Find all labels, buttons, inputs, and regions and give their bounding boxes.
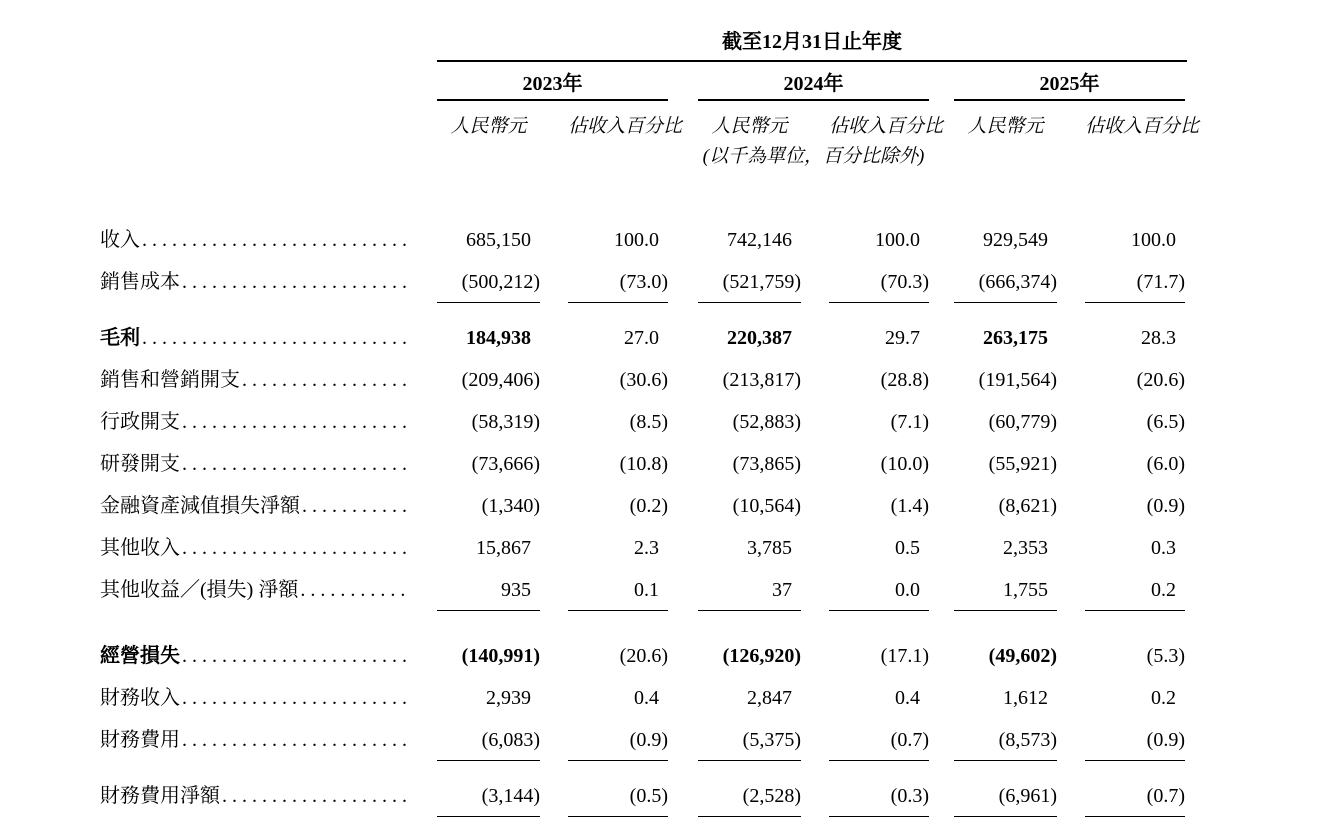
- cells-2025: [954, 443, 1185, 485]
- table-row-selling-marketing-expenses: [100, 359, 1190, 401]
- percent-cell: 29.7: [885, 327, 920, 349]
- row-label: 銷售成本: [100, 271, 180, 293]
- row-label: 其他收益／(損失) 淨額: [100, 579, 299, 601]
- value-cell: (1,340): [481, 495, 540, 517]
- value-cell: (10,564): [732, 495, 801, 517]
- row-label-cell: [100, 485, 437, 527]
- cells-2023: [437, 401, 668, 443]
- percent-cell: (73.0): [568, 261, 668, 303]
- value-cell: (6,961): [954, 775, 1057, 817]
- row-label-cell: [100, 527, 437, 569]
- value-cell: (73,666): [471, 453, 540, 475]
- dot-leader: [300, 569, 407, 611]
- percent-cell: 100.0: [875, 229, 920, 251]
- dot-leader: [182, 443, 407, 485]
- cells-2025: [954, 317, 1185, 359]
- value-cell: 1,755: [954, 569, 1057, 611]
- cells-2023: [437, 569, 668, 611]
- value-cell: 1,612: [1003, 687, 1048, 709]
- row-label-cell: [100, 317, 437, 359]
- value-cell: 2,847: [747, 687, 792, 709]
- year-header-2025: 2025年: [954, 72, 1185, 101]
- dot-leader: [142, 219, 407, 261]
- table-row-impairment-losses: [100, 485, 1190, 527]
- table-row-cost-of-sales: [100, 261, 1190, 303]
- percent-cell: (20.6): [1136, 369, 1185, 391]
- rmb-column-header: 人民幣元: [967, 116, 1044, 137]
- cells-2024: [698, 359, 929, 401]
- percent-cell: (0.9): [1085, 719, 1185, 761]
- dot-leader: [182, 719, 407, 761]
- dot-leader: [242, 359, 407, 401]
- cells-2024: [698, 261, 929, 303]
- row-label: 財務費用淨額: [100, 785, 220, 807]
- cells-2023: [437, 635, 668, 677]
- cells-2025: [954, 261, 1185, 303]
- dot-leader: [182, 261, 407, 303]
- header-top-rule: [437, 60, 1187, 62]
- value-cell: 935: [437, 569, 540, 611]
- value-cell: 2,939: [486, 687, 531, 709]
- cells-2023: [437, 317, 668, 359]
- cells-2023: [437, 443, 668, 485]
- cells-2024: [698, 635, 929, 677]
- cells-2025: [954, 359, 1185, 401]
- column-headers-2024: [698, 115, 944, 139]
- row-label: 其他收入: [100, 537, 180, 559]
- value-cell: (666,374): [954, 261, 1057, 303]
- cells-2024: [698, 775, 929, 817]
- row-label-cell: [100, 443, 437, 485]
- cells-2024: [698, 443, 929, 485]
- percent-cell: (10.8): [619, 453, 668, 475]
- percent-cell: (0.9): [1146, 495, 1185, 517]
- cells-2023: [437, 719, 668, 761]
- value-cell: (60,779): [988, 411, 1057, 433]
- year-header-2023: 2023年: [437, 72, 668, 101]
- value-cell: (52,883): [732, 411, 801, 433]
- row-label-cell: [100, 569, 437, 611]
- dot-leader: [142, 317, 407, 359]
- row-label-cell: [100, 359, 437, 401]
- table-body: [100, 219, 1190, 817]
- percent-cell: (0.2): [629, 495, 668, 517]
- value-cell: (8,621): [998, 495, 1057, 517]
- cells-2023: [437, 527, 668, 569]
- row-label-cell: [100, 677, 437, 719]
- row-label-cell: [100, 775, 437, 817]
- value-cell: (213,817): [722, 369, 801, 391]
- value-cell: (209,406): [461, 369, 540, 391]
- value-cell: (55,921): [988, 453, 1057, 475]
- cells-2025: [954, 401, 1185, 443]
- value-cell: 15,867: [476, 537, 531, 559]
- dot-leader: [302, 485, 407, 527]
- rmb-column-header: 人民幣元: [711, 116, 788, 137]
- table-header: [100, 0, 1200, 169]
- percent-cell: (7.1): [890, 411, 929, 433]
- value-cell: 929,549: [983, 229, 1048, 251]
- income-statement-table: [100, 0, 1200, 817]
- percent-cell: (28.8): [880, 369, 929, 391]
- value-cell: (500,212): [437, 261, 540, 303]
- table-row-finance-costs: [100, 719, 1190, 761]
- value-cell: (58,319): [471, 411, 540, 433]
- value-cell: (521,759): [698, 261, 801, 303]
- cells-2025: [954, 775, 1185, 817]
- cells-2024: [698, 719, 929, 761]
- value-cell: 37: [698, 569, 801, 611]
- dot-leader: [182, 527, 407, 569]
- rmb-column-header: 人民幣元: [450, 116, 527, 137]
- value-cell: (5,375): [698, 719, 801, 761]
- value-cell: 685,150: [466, 229, 531, 251]
- table-row-administrative-expenses: [100, 401, 1190, 443]
- period-header: 截至12月31日止年度: [722, 31, 902, 53]
- cells-2025: [954, 677, 1185, 719]
- dot-leader: [222, 775, 407, 817]
- row-label: 銷售和營銷開支: [100, 369, 240, 391]
- year-header-2024: 2024年: [698, 72, 929, 101]
- cells-2025: [954, 569, 1185, 611]
- column-header-row: [437, 115, 1200, 139]
- percent-cell: (6.0): [1146, 453, 1185, 475]
- cells-2025: [954, 719, 1185, 761]
- cells-2025: [954, 527, 1185, 569]
- percent-cell: 0.4: [634, 687, 659, 709]
- percent-cell: 0.2: [1085, 569, 1185, 611]
- value-cell: 220,387: [727, 327, 792, 349]
- percent-cell: 28.3: [1141, 327, 1176, 349]
- table-row-other-income: [100, 527, 1190, 569]
- percent-cell: (0.7): [829, 719, 929, 761]
- row-label: 研發開支: [100, 453, 180, 475]
- percent-column-header: 佔收入百分比: [829, 116, 944, 137]
- dot-leader: [182, 635, 407, 677]
- percent-cell: (0.7): [1085, 775, 1185, 817]
- table-row-gross-profit: [100, 317, 1190, 359]
- percent-cell: (70.3): [829, 261, 929, 303]
- percent-cell: (10.0): [880, 453, 929, 475]
- table-row-revenue: [100, 219, 1190, 261]
- percent-cell: (8.5): [629, 411, 668, 433]
- percent-cell: 27.0: [624, 327, 659, 349]
- row-label: 收入: [100, 229, 140, 251]
- year-header-row: [437, 72, 1190, 101]
- percent-cell: (0.9): [568, 719, 668, 761]
- percent-cell: (71.7): [1085, 261, 1185, 303]
- table-row-finance-income: [100, 677, 1190, 719]
- cells-2023: [437, 677, 668, 719]
- table-row-net-finance-costs: [100, 775, 1190, 817]
- value-cell: (8,573): [954, 719, 1057, 761]
- row-label: 毛利: [100, 327, 140, 349]
- cells-2024: [698, 485, 929, 527]
- cells-2025: [954, 219, 1185, 261]
- cells-2024: [698, 569, 929, 611]
- row-label-cell: [100, 401, 437, 443]
- cells-2025: [954, 635, 1185, 677]
- percent-cell: 100.0: [1131, 229, 1176, 251]
- percent-cell: (0.3): [829, 775, 929, 817]
- percent-cell: 0.3: [1151, 537, 1176, 559]
- cells-2023: [437, 219, 668, 261]
- row-label-cell: [100, 635, 437, 677]
- percent-cell: 0.2: [1151, 687, 1176, 709]
- percent-cell: (17.1): [880, 645, 929, 667]
- value-cell: (191,564): [978, 369, 1057, 391]
- cells-2024: [698, 677, 929, 719]
- cells-2023: [437, 485, 668, 527]
- value-cell: (49,602): [988, 645, 1057, 667]
- value-cell: (6,083): [437, 719, 540, 761]
- cells-2024: [698, 401, 929, 443]
- percent-cell: (5.3): [1146, 645, 1185, 667]
- percent-cell: 0.0: [829, 569, 929, 611]
- value-cell: 263,175: [983, 327, 1048, 349]
- value-cell: (2,528): [698, 775, 801, 817]
- row-label: 經營損失: [100, 645, 180, 667]
- percent-cell: (30.6): [619, 369, 668, 391]
- row-label: 財務收入: [100, 687, 180, 709]
- unit-note: (以千為單位，百分比除外): [702, 146, 925, 167]
- value-cell: 742,146: [727, 229, 792, 251]
- row-label-cell: [100, 261, 437, 303]
- percent-cell: 0.5: [895, 537, 920, 559]
- row-label-cell: [100, 719, 437, 761]
- row-label-cell: [100, 219, 437, 261]
- percent-cell: (1.4): [890, 495, 929, 517]
- dot-leader: [182, 401, 407, 443]
- table-row-other-gains-losses: [100, 569, 1190, 611]
- row-label: 金融資產減值損失淨額: [100, 495, 300, 517]
- cells-2023: [437, 261, 668, 303]
- percent-cell: 0.1: [568, 569, 668, 611]
- percent-column-header: 佔收入百分比: [568, 116, 683, 137]
- cells-2023: [437, 775, 668, 817]
- percent-cell: 0.4: [895, 687, 920, 709]
- value-cell: 3,785: [747, 537, 792, 559]
- cells-2024: [698, 219, 929, 261]
- column-headers-2023: [437, 115, 683, 139]
- table-row-operating-loss: [100, 635, 1190, 677]
- value-cell: 2,353: [1003, 537, 1048, 559]
- percent-cell: (0.5): [568, 775, 668, 817]
- percent-cell: 2.3: [634, 537, 659, 559]
- value-cell: (3,144): [437, 775, 540, 817]
- percent-cell: 100.0: [614, 229, 659, 251]
- percent-column-header: 佔收入百分比: [1085, 116, 1200, 137]
- value-cell: (140,991): [461, 645, 540, 667]
- percent-cell: (6.5): [1146, 411, 1185, 433]
- row-label: 財務費用: [100, 729, 180, 751]
- percent-cell: (20.6): [619, 645, 668, 667]
- dot-leader: [182, 677, 407, 719]
- cells-2024: [698, 527, 929, 569]
- cells-2023: [437, 359, 668, 401]
- column-headers-2025: [954, 115, 1200, 139]
- cells-2025: [954, 485, 1185, 527]
- value-cell: (126,920): [722, 645, 801, 667]
- cells-2024: [698, 317, 929, 359]
- table-row-rd-expenses: [100, 443, 1190, 485]
- row-label: 行政開支: [100, 411, 180, 433]
- value-cell: (73,865): [732, 453, 801, 475]
- value-cell: 184,938: [466, 327, 531, 349]
